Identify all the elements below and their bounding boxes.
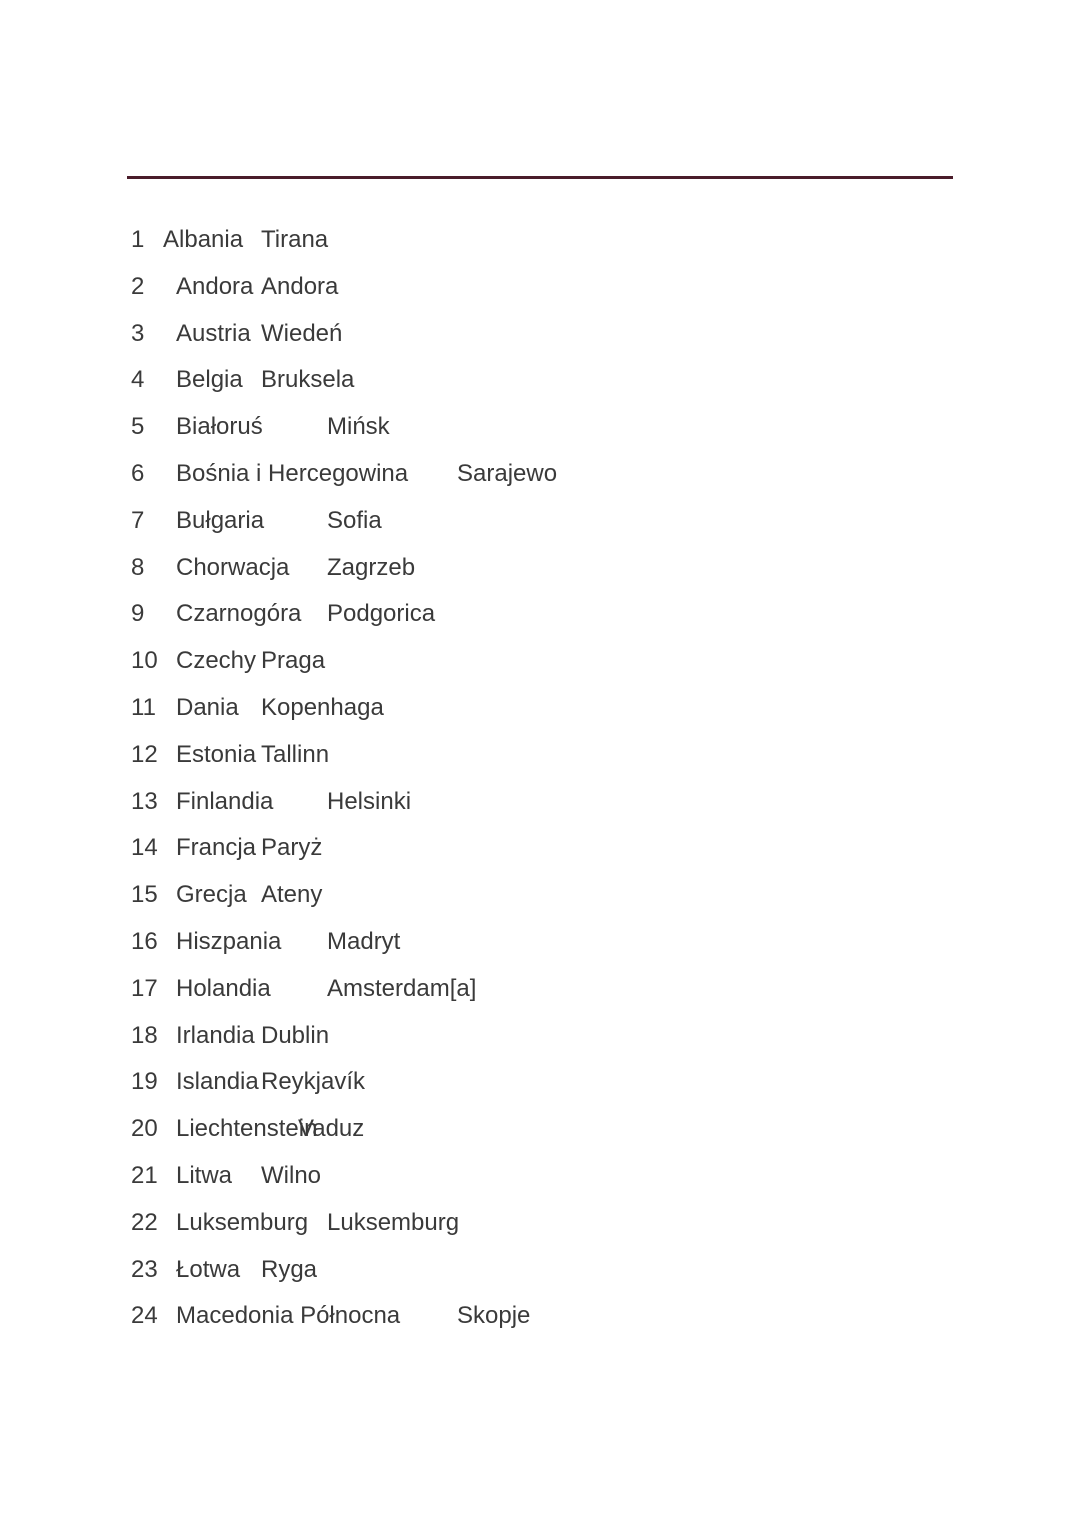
list-item [131, 1059, 931, 1106]
country-name: Estonia [176, 740, 257, 768]
list-item [131, 1013, 931, 1060]
capital-name: Sofia [327, 506, 382, 534]
country-name: Luksemburg [176, 1208, 309, 1236]
list-item [131, 1200, 931, 1247]
country-name: Finlandia [176, 787, 274, 815]
item-number: 24 [131, 1302, 158, 1330]
item-number: 21 [131, 1161, 158, 1189]
list-item [131, 404, 931, 451]
list-item [131, 1106, 931, 1153]
list-item [131, 217, 931, 264]
item-number: 7 [131, 506, 145, 534]
capital-name: Praga [261, 647, 326, 675]
item-number: 9 [131, 600, 145, 628]
country-name: Chorwacja [176, 553, 290, 581]
country-name: Dania [176, 693, 239, 721]
capital-name: Andora [261, 272, 339, 300]
country-name: Czarnogóra [176, 600, 302, 628]
capital-name: Skopje [457, 1302, 531, 1330]
item-number: 19 [131, 1068, 158, 1096]
capital-name: Mińsk [327, 413, 390, 441]
capital-name: Podgorica [327, 600, 436, 628]
country-name: Bułgaria [176, 506, 265, 534]
list-item [131, 732, 931, 779]
list-item [131, 825, 931, 872]
country-name: Andora [176, 272, 254, 300]
capital-name: Sarajewo [457, 459, 558, 487]
capital-name: Dublin [261, 1021, 330, 1049]
capital-name: Zagrzeb [327, 553, 416, 581]
list-item [131, 451, 931, 498]
list-item [131, 779, 931, 826]
country-name: Hiszpania [176, 927, 282, 955]
capital-name: Amsterdam[a] [327, 974, 477, 1002]
country-name: Litwa [176, 1161, 233, 1189]
item-number: 1 [131, 226, 145, 253]
item-number: 5 [131, 413, 145, 441]
country-name: Irlandia [176, 1021, 255, 1049]
list-item [131, 685, 931, 732]
item-number: 14 [131, 834, 158, 862]
item-number: 15 [131, 881, 158, 909]
header-rule [127, 176, 953, 179]
country-name: Holandia [176, 974, 271, 1002]
country-name: Liechtenstein [176, 1115, 318, 1143]
item-number: 6 [131, 459, 145, 487]
item-number: 8 [131, 553, 145, 581]
list-item [131, 919, 931, 966]
item-number: 2 [131, 272, 145, 300]
country-name: Islandia [176, 1068, 259, 1096]
list-item [131, 498, 931, 545]
list-item [131, 1247, 931, 1294]
list-item [131, 357, 931, 404]
country-name: Łotwa [176, 1255, 241, 1283]
country-name: Austria [176, 319, 251, 347]
country-name: Francja [176, 834, 257, 862]
list-item [131, 545, 931, 592]
item-number: 4 [131, 366, 145, 394]
item-number: 10 [131, 647, 158, 675]
capital-name: Ateny [261, 881, 323, 909]
list-item [131, 1293, 931, 1340]
item-number: 22 [131, 1208, 158, 1236]
capital-name: Helsinki [327, 787, 412, 815]
item-number: 17 [131, 974, 158, 1002]
capital-name: Wilno [261, 1161, 322, 1189]
country-name: Bośnia i Hercegowina [176, 459, 409, 487]
list-item [131, 591, 931, 638]
capital-name: Bruksela [261, 366, 355, 394]
item-number: 12 [131, 740, 158, 768]
country-name: Czechy [176, 647, 257, 675]
item-number: 11 [131, 693, 156, 721]
capital-name: Luksemburg [327, 1208, 460, 1236]
country-name: Macedonia Północna [176, 1302, 401, 1330]
item-number: 3 [131, 319, 145, 347]
capital-name: Wiedeń [261, 319, 343, 347]
item-number: 16 [131, 927, 158, 955]
list-item [131, 638, 931, 685]
capital-name: Tallinn [261, 740, 330, 768]
country-name: Grecja [176, 881, 247, 909]
capital-name: Tirana [261, 226, 329, 253]
country-name: Belgia [176, 366, 243, 394]
capital-name: Vaduz [298, 1115, 365, 1143]
item-number: 18 [131, 1021, 158, 1049]
capital-name: Paryż [261, 834, 323, 862]
capital-name: Reykjavík [261, 1068, 366, 1096]
list-item [131, 966, 931, 1013]
capital-name: Kopenhaga [261, 693, 384, 721]
capital-name: Madryt [327, 927, 401, 955]
capital-name: Ryga [261, 1255, 318, 1283]
list-item [131, 311, 931, 358]
country-name: Albania [163, 226, 244, 253]
country-capital-list [131, 217, 931, 1340]
country-name: Białoruś [176, 413, 263, 441]
list-item [131, 264, 931, 311]
item-number: 13 [131, 787, 158, 815]
item-number: 23 [131, 1255, 158, 1283]
item-number: 20 [131, 1115, 158, 1143]
list-item [131, 1153, 931, 1200]
list-item [131, 872, 931, 919]
